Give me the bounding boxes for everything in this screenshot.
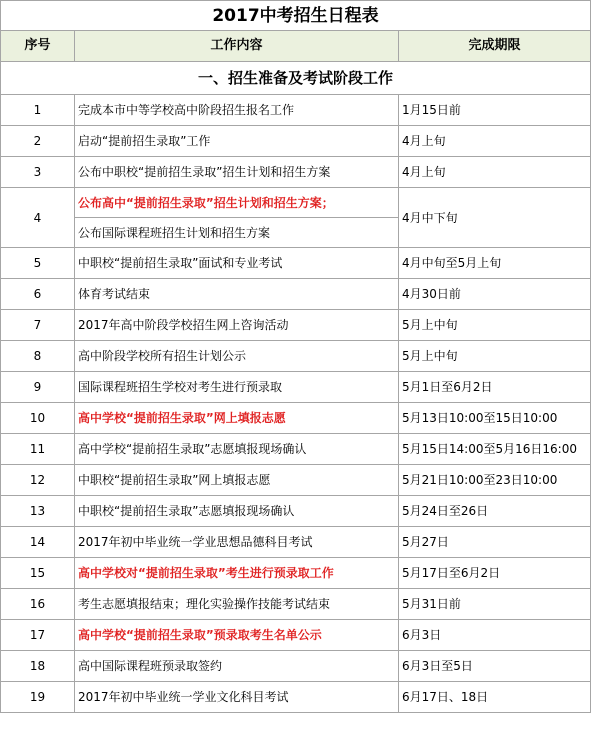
table-row xyxy=(1,310,591,341)
row-period: 5月31日前 xyxy=(399,589,591,620)
row-num: 1 xyxy=(1,95,75,126)
table-row xyxy=(1,372,591,403)
row-content: 高中学校“提前招生录取”志愿填报现场确认 xyxy=(75,434,399,465)
row-content: 启动“提前招生录取”工作 xyxy=(75,126,399,157)
row-content-highlight: 高中学校“提前招生录取”网上填报志愿 xyxy=(75,403,399,434)
table-row xyxy=(1,434,591,465)
row-num: 12 xyxy=(1,465,75,496)
row-period: 5月24日至26日 xyxy=(399,496,591,527)
row-content: 高中阶段学校所有招生计划公示 xyxy=(75,341,399,372)
row-content: 公布国际课程班招生计划和招生方案 xyxy=(75,218,399,248)
row-num: 8 xyxy=(1,341,75,372)
header-period: 完成期限 xyxy=(399,31,591,62)
row-num: 11 xyxy=(1,434,75,465)
row-num: 15 xyxy=(1,558,75,589)
table-row xyxy=(1,95,591,126)
header-content: 工作内容 xyxy=(75,31,399,62)
header-num: 序号 xyxy=(1,31,75,62)
row-period: 5月1日至6月2日 xyxy=(399,372,591,403)
row-num: 7 xyxy=(1,310,75,341)
table-row xyxy=(1,589,591,620)
row-num: 19 xyxy=(1,682,75,713)
row-num: 13 xyxy=(1,496,75,527)
row-period: 5月27日 xyxy=(399,527,591,558)
section-row xyxy=(1,62,591,95)
row-num: 16 xyxy=(1,589,75,620)
table-row xyxy=(1,157,591,188)
row-num: 3 xyxy=(1,157,75,188)
table-row xyxy=(1,558,591,589)
row-period: 1月15日前 xyxy=(399,95,591,126)
row-content-highlight: 高中学校“提前招生录取”预录取考生名单公示 xyxy=(75,620,399,651)
row-num: 6 xyxy=(1,279,75,310)
row-period: 4月中下旬 xyxy=(399,188,591,248)
row-num: 17 xyxy=(1,620,75,651)
row-content: 国际课程班招生学校对考生进行预录取 xyxy=(75,372,399,403)
row-num: 18 xyxy=(1,651,75,682)
row-period: 5月13日10:00至15日10:00 xyxy=(399,403,591,434)
row-period: 4月上旬 xyxy=(399,157,591,188)
row-period: 5月上中旬 xyxy=(399,310,591,341)
row-period: 5月15日14:00至5月16日16:00 xyxy=(399,434,591,465)
row-num: 14 xyxy=(1,527,75,558)
row-period: 6月3日 xyxy=(399,620,591,651)
row-content-highlight: 高中学校对“提前招生录取”考生进行预录取工作 xyxy=(75,558,399,589)
table-row xyxy=(1,527,591,558)
row-period: 4月中旬至5月上旬 xyxy=(399,248,591,279)
table-row xyxy=(1,188,591,218)
table-row xyxy=(1,682,591,713)
row-content: 公布中职校“提前招生录取”招生计划和招生方案 xyxy=(75,157,399,188)
row-period: 5月上中旬 xyxy=(399,341,591,372)
row-content: 2017年高中阶段学校招生网上咨询活动 xyxy=(75,310,399,341)
table-row xyxy=(1,126,591,157)
row-num: 10 xyxy=(1,403,75,434)
row-content: 考生志愿填报结束；理化实验操作技能考试结束 xyxy=(75,589,399,620)
table-row xyxy=(1,279,591,310)
row-content: 2017年初中毕业统一学业思想品德科目考试 xyxy=(75,527,399,558)
title-row xyxy=(1,1,591,31)
row-num: 2 xyxy=(1,126,75,157)
table-row xyxy=(1,465,591,496)
table-row xyxy=(1,403,591,434)
table-row xyxy=(1,248,591,279)
row-period: 5月21日10:00至23日10:00 xyxy=(399,465,591,496)
row-period: 6月17日、18日 xyxy=(399,682,591,713)
row-content: 中职校“提前招生录取”面试和专业考试 xyxy=(75,248,399,279)
row-content: 高中国际课程班预录取签约 xyxy=(75,651,399,682)
row-content-highlight: 公布高中“提前招生录取”招生计划和招生方案； xyxy=(75,188,399,218)
table-title: 2017中考招生日程表 xyxy=(1,1,591,31)
table-row xyxy=(1,651,591,682)
row-period: 4月上旬 xyxy=(399,126,591,157)
row-content: 体育考试结束 xyxy=(75,279,399,310)
row-period: 5月17日至6月2日 xyxy=(399,558,591,589)
table-row xyxy=(1,620,591,651)
row-num: 4 xyxy=(1,188,75,248)
header-row xyxy=(1,31,591,62)
section-title: 一、招生准备及考试阶段工作 xyxy=(1,62,591,95)
row-content: 中职校“提前招生录取”志愿填报现场确认 xyxy=(75,496,399,527)
table-row xyxy=(1,496,591,527)
row-content: 2017年初中毕业统一学业文化科目考试 xyxy=(75,682,399,713)
row-num: 9 xyxy=(1,372,75,403)
row-num: 5 xyxy=(1,248,75,279)
row-content: 完成本市中等学校高中阶段招生报名工作 xyxy=(75,95,399,126)
row-period: 4月30日前 xyxy=(399,279,591,310)
row-content: 中职校“提前招生录取”网上填报志愿 xyxy=(75,465,399,496)
row-period: 6月3日至5日 xyxy=(399,651,591,682)
table-row xyxy=(1,341,591,372)
